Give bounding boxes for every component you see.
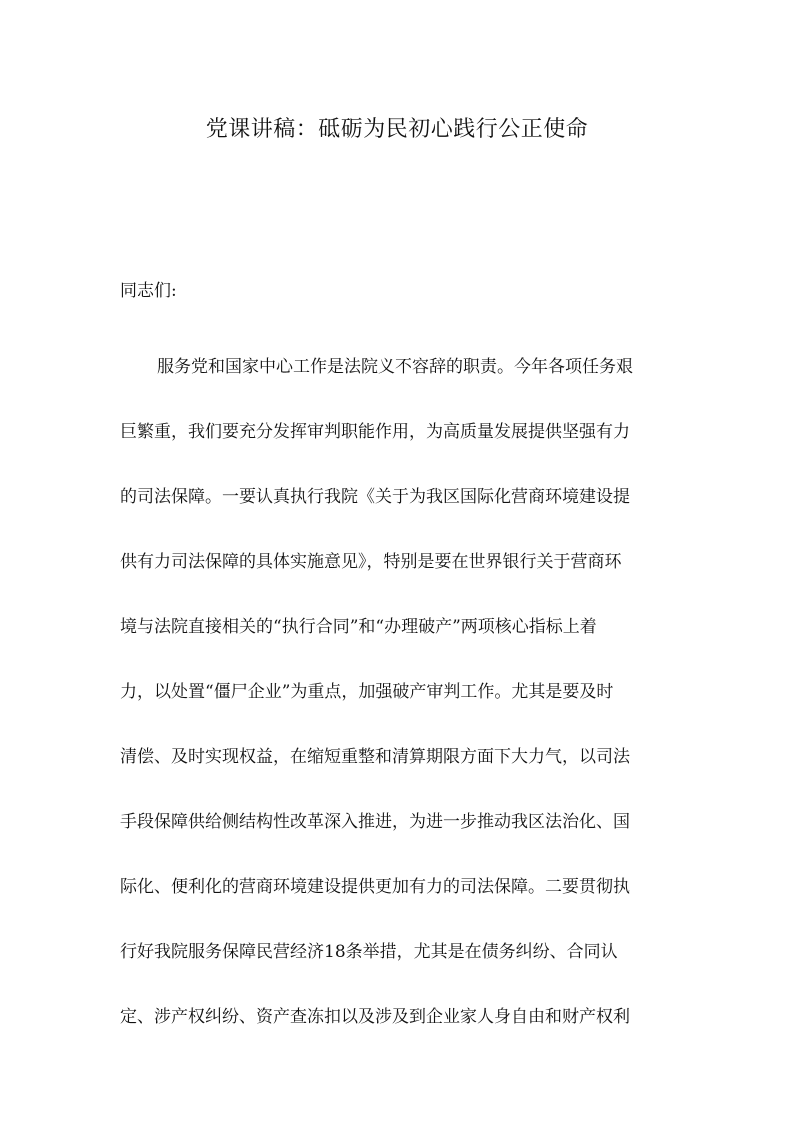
body-line-5: 境与法院直接相关的“执行合同”和“办理破产”两项核心指标上着 xyxy=(120,617,597,637)
body-line-11: 定、涉产权纠纷、资产查冻扣以及涉及到企业家人身自由和财产权利 xyxy=(120,1007,630,1027)
document-title: 党课讲稿：砥砺为民初心践行公正使命 xyxy=(205,117,589,142)
body-line-2: 巨繁重，我们要充分发挥审判职能作用，为高质量发展提供坚强有力 xyxy=(120,422,630,442)
body-line-1: 服务党和国家中心工作是法院义不容辞的职责。今年各项任务艰 xyxy=(157,357,633,377)
body-line-4: 供有力司法保障的具体实施意见》，特别是要在世界银行关于营商环 xyxy=(120,552,622,572)
body-line-3: 的司法保障。一要认真执行我院《关于为我区国际化营商环境建设提 xyxy=(120,487,630,507)
body-line-6: 力，以处置“僵尸企业”为重点，加强破产审判工作。尤其是要及时 xyxy=(120,682,614,702)
body-line-7: 清偿、及时实现权益，在缩短重整和清算期限方面下大力气，以司法 xyxy=(120,747,630,767)
salutation: 同志们: xyxy=(120,281,177,301)
body-line-8: 手段保障供给侧结构性改革深入推进，为进一步推动我区法治化、国 xyxy=(120,812,630,832)
body-line-9: 际化、便利化的营商环境建设提供更加有力的司法保障。二要贯彻执 xyxy=(120,877,630,897)
body-line-10: 行好我院服务保障民营经济18条举措，尤其是在债务纠纷、合同认 xyxy=(120,942,618,962)
